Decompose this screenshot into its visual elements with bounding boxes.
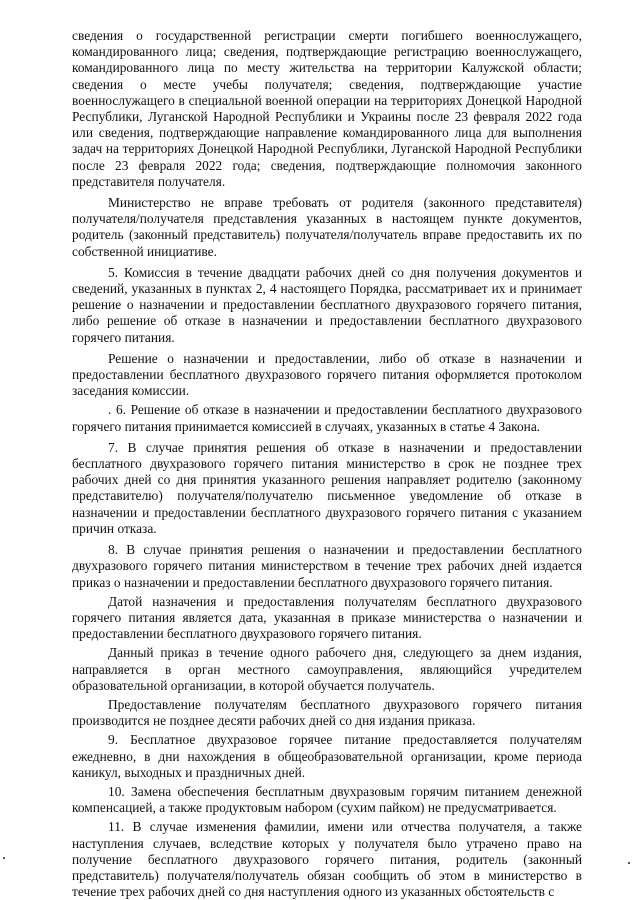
paragraph-8: Датой назначения и предоставления получателям бесплатного двухразового горячего питания является дата, указанная в приказе министерства о назначении и предоставлении бесплатного двухразового горячего питания. (72, 593, 582, 642)
paragraph-2: Министерство не вправе требовать от родителя (законного представителя) получателя/получателя представления указанных в настоящем пункте документов, родитель (законный представитель) получателя/получатель вправе предоставить их по собственной инициативе. (72, 195, 582, 259)
scan-speck-right (628, 862, 630, 864)
paragraph-6: 7. В случае принятия решения об отказе в назначении и предоставлении бесплатного двухразового горячего питания министерство в срок не позднее трех рабочих дней со дня принятия указанного решения направляет родителю (законному представителю) получателя/получателю письменное уведомление об отказе в назначении и предоставлении бесплатного двухразового горячего питания с указанием причин отказа. (72, 439, 582, 536)
paragraph-13: 11. В случае изменения фамилии, имени или отчества получателя, а также наступления случаев, вследствие которых у получателя было утрачено право на получение бесплатного двухразового горячего питания, родитель (законный представитель) получателя/получатель обязан сообщить об этом в министерство в течение трех рабочих дней со дня наступления одного из указанных обстоятельств с (72, 819, 582, 900)
paragraph-7: 8. В случае принятия решения о назначении и предоставлении бесплатного двухразового горячего питания министерством в течение трех рабочих дней издается приказ о назначении и предоставлении бесплатного двухразового горячего питания. (72, 542, 582, 590)
paragraph-4: Решение о назначении и предоставлении, либо об отказе в назначении и предоставлении бесплатного двухразового горячего питания оформляется протоколом заседания комиссии. (72, 350, 582, 399)
paragraph-12: 10. Замена обеспечения бесплатным двухразовым горячим питанием денежной компенсацией, а также продуктовым набором (сухим пайком) не предусматривается. (72, 783, 582, 816)
paragraph-9: Данный приказ в течение одного рабочего дня, следующего за днем издания, направляется в орган местного самоуправления, являющийся учредителем образовательной организации, в которой обучается получатель. (72, 645, 582, 693)
paragraph-10: Предоставление получателям бесплатного двухразового горячего питания производится не позднее десяти рабочих дней со дня издания приказа. (72, 696, 582, 729)
paragraph-5: . 6. Решение об отказе в назначении и предоставлении бесплатного двухразового горячего питания принимается комиссией в случаях, указанных в статье 4 Закона. (72, 402, 582, 434)
scan-speck-left (3, 857, 5, 859)
paragraph-11: 9. Бесплатное двухразовое горячее питание предоставляется получателям ежедневно, в дни нахождения в общеобразовательной организации, кроме периода каникул, выходных и праздничных дней. (72, 732, 582, 780)
paragraph-1: сведения о государственной регистрации смерти погибшего военнослужащего, командированного лица; сведения, подтверждающие регистрацию военнослужащего, командированного лица по месту жительства на территории Калужской области; сведения о месте учебы получателя; сведения, подтверждающие участие военнослужащего в специальной военной операции на территориях Донецкой Народной Республики, Луганской Народной Республики и Украины после 23 февраля 2022 года или сведения, подтверждающие направление командированного лица для выполнения задач на территориях Донецкой Народной Республики, Луганской Народной Республики после 23 февраля 2022 года; сведения, подтверждающие полномочия законного представителя получателя. (72, 28, 582, 189)
paragraph-3: 5. Комиссия в течение двадцати рабочих дней со дня получения документов и сведений, указанных в пунктах 2, 4 настоящего Порядка, рассматривает их и принимает решение о назначении и предоставлении бесплатного двухразового горячего питания, либо решение об отказе в назначении и предоставлении бесплатного двухразового горячего питания. (72, 264, 582, 345)
